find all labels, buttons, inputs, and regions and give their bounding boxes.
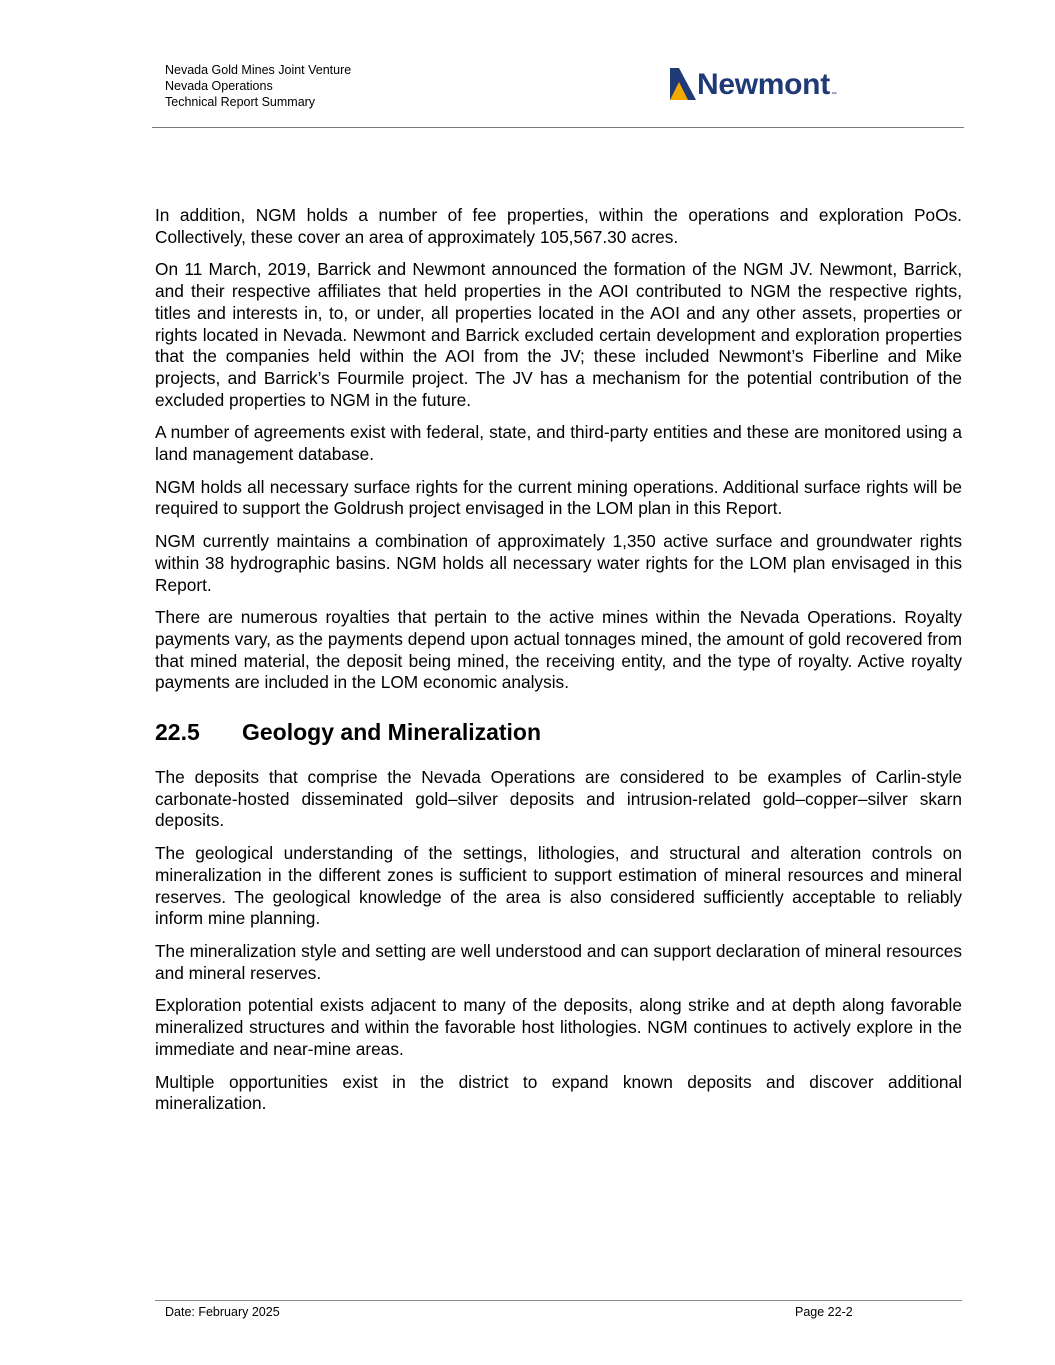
newmont-logo-text: Newmont xyxy=(697,68,830,101)
section-number: 22.5 xyxy=(155,719,200,746)
header-company: Nevada Gold Mines Joint Venture xyxy=(165,63,352,77)
paragraph-exploration-potential: Exploration potential exists adjacent to many of the deposits, along strike and at depth along favorable mineralized structures and within the favorable host lithologies. NGM continues to actively explore in the immediate and near-mine areas. xyxy=(155,995,962,1059)
header-operations: Nevada Operations xyxy=(165,79,273,93)
footer-page-number: Page 22-2 xyxy=(795,1305,853,1319)
section-title: Geology and Mineralization xyxy=(242,719,542,746)
trademark-symbol: ™ xyxy=(830,92,837,98)
paragraph-agreements: A number of agreements exist with federal, state, and third-party entities and these are monitored using a land management database. xyxy=(155,422,962,465)
section-heading xyxy=(155,718,962,746)
header-report-type: Technical Report Summary xyxy=(165,95,316,109)
paragraph-opportunities: Multiple opportunities exist in the district to expand known deposits and discover additional mineralization. xyxy=(155,1071,962,1114)
footer-date: Date: February 2025 xyxy=(165,1305,280,1319)
paragraph-fee-properties: In addition, NGM holds a number of fee properties, within the operations and exploration PoOs. Collectively, these cover an area of approximately 105,567.30 acres. xyxy=(155,205,962,247)
newmont-logo xyxy=(670,66,837,100)
paragraph-jv-formation: On 11 March, 2019, Barrick and Newmont announced the formation of the NGM JV. Newmont, Barrick, and their respective affiliates that held properties in the AOI contributed to NGM the respective rights, titles and interests in, to, or under, all properties located in the AOI and any other assets, properties or rights located in Nevada. Newmont and Barrick excluded certain development and exploration properties that the companies held within the AOI from the JV; these included Newmont’s Fiberline and Mike projects, and Barrick’s Fourmile project. The JV has a mechanism for the potential contribution of the excluded properties to NGM in the future. xyxy=(155,259,962,410)
footer-divider xyxy=(155,1300,962,1301)
main-content xyxy=(155,205,962,1126)
paragraph-mineralization-style: The mineralization style and setting are well understood and can support declaration of mineral resources and mineral reserves. xyxy=(155,940,962,983)
paragraph-water-rights: NGM currently maintains a combination of approximately 1,350 active surface and groundwater rights within 38 hydrographic basins. NGM holds all necessary water rights for the LOM plan envisaged in this Report. xyxy=(155,531,962,595)
header-divider xyxy=(152,127,964,128)
newmont-logo-mark-icon xyxy=(670,68,696,100)
paragraph-geological-understanding: The geological understanding of the settings, lithologies, and structural and alteration controls on mineralization in the different zones is sufficient to support estimation of mineral resources and mineral reserves. The geological knowledge of the area is also considered sufficiently acceptable to reliably inform mine planning. xyxy=(155,843,962,929)
document-header xyxy=(165,62,351,110)
paragraph-surface-rights: NGM holds all necessary surface rights for the current mining operations. Additional surface rights will be required to support the Goldrush project envisaged in the LOM plan in this Report. xyxy=(155,476,962,519)
paragraph-royalties: There are numerous royalties that pertain to the active mines within the Nevada Operations. Royalty payments vary, as the payments depend upon actual tonnages mined, the amount of gold recovered from that mined material, the deposit being mined, the receiving entity, and the type of royalty. Active royalty payments are included in the LOM economic analysis. xyxy=(155,607,962,693)
paragraph-deposit-types: The deposits that comprise the Nevada Operations are considered to be examples of Carlin-style carbonate-hosted disseminated gold–silver deposits and intrusion-related gold–copper–silver skarn deposits. xyxy=(155,767,962,831)
